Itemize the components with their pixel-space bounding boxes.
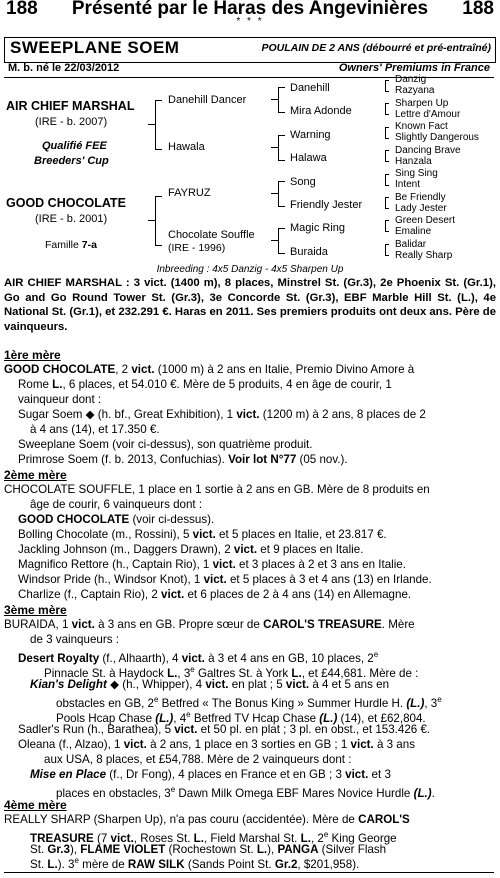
bracket-g2-4-stem xyxy=(271,240,278,241)
dam2-line-8: Charlize (f., Captain Rio), 2 vict. et 6 places de 2 à 4 ans (14) en Allemagne. xyxy=(18,588,412,601)
section-fourth-dam: 4ème mère xyxy=(4,798,67,812)
g3-magic-ring: Magic Ring xyxy=(290,222,346,234)
horse-name: SWEEPLANE SOEM xyxy=(10,38,180,57)
dam2-line-1: CHOCOLATE SOUFFLE, 1 place en 1 sortie à 2 ans en GB. Mère de 8 produits en xyxy=(4,483,430,496)
bracket-g1-dam xyxy=(155,196,162,246)
dam1-line-2: Rome L., 6 places, et 54.010 €. Mère de 5 produits, 4 en âge de courir, 1 xyxy=(18,378,392,391)
dam3-line-8: Sadler's Run (h., Barathea), 5 vict. et 50 pl. en plat ; 3 pl. en obst., et 153.426 €. xyxy=(18,723,431,736)
bracket-g2-4 xyxy=(278,228,285,254)
dam2-line-5: Jackling Johnson (m., Daggers Drawn), 2 vict. et 9 places en Italie. xyxy=(18,543,364,556)
dam3-line-2: de 3 vainqueurs : xyxy=(30,633,119,646)
dam3-line-4: Pinnacle St. à Haydock L., 3e Galtres St. à York L., et £44,681. Mère de : xyxy=(44,665,419,680)
g2-hawala: Hawala xyxy=(168,141,205,153)
g4-11: Be Friendly xyxy=(395,192,446,203)
bracket-g1-dam-stem xyxy=(148,220,155,221)
section-third-dam: 3ème mère xyxy=(4,603,67,617)
g3-buraida: Buraida xyxy=(290,246,328,258)
dam1-line-6: Sweeplane Soem (voir ci-dessus), son quatrième produit. xyxy=(18,438,313,451)
g4-16: Really Sharp xyxy=(395,250,453,261)
sire-note-2: Breeders' Cup xyxy=(34,155,109,167)
g3-mira-adonde: Mira Adonde xyxy=(290,105,352,117)
g2-chocolate-souffle-info: (IRE - 1996) xyxy=(168,242,226,254)
g4-7: Dancing Brave xyxy=(395,145,461,156)
page-title: Présenté par le Haras des Angevinières xyxy=(71,0,429,19)
g4-5: Known Fact xyxy=(395,121,448,132)
bracket-g2-1-stem xyxy=(271,99,278,100)
bracket-g2-3-stem xyxy=(271,193,278,194)
brace-g3-6 xyxy=(385,197,389,209)
g3-halawa: Halawa xyxy=(290,152,327,164)
dam3-line-12: places en obstacles, 3e Dawn Milk Omega EBF Mares Novice Hurdle (L.). xyxy=(56,785,435,800)
g2-chocolate-souffle: Chocolate Souffle xyxy=(168,229,255,241)
brace-g3-4 xyxy=(385,150,389,162)
dam3-line-7: Pools Hcap Chase (L.), 4e Betfred TV Hcap Chase (L.) (14), et £62,804. xyxy=(56,710,426,725)
inbreeding-note: Inbreeding : 4x5 Danzig - 4x5 Sharpen Up xyxy=(156,264,344,275)
page-number-left: 188 xyxy=(6,0,38,19)
dam2-line-7: Windsor Pride (h., Windsor Knot), 1 vict. et 5 places à 3 et 4 ans (13) en Irlande. xyxy=(18,573,432,586)
bracket-g1-sire-stem xyxy=(148,124,155,125)
horse-birth: M. b. né le 22/03/2012 xyxy=(8,62,120,74)
dam3-line-10: aux USA, 8 places, et £54,788. Mère de 2 vainqueurs dont : xyxy=(44,753,352,766)
dam4-line-4: St. L.). 3e mère de RAW SILK (Sands Point St. Gr.2, $201,958). xyxy=(30,856,360,871)
dam3-line-3: Desert Royalty (f., Alhaarth), 4 vict. à 3 et 4 ans en GB, 10 places, 2e xyxy=(18,650,379,665)
g4-12: Lady Jester xyxy=(395,203,447,214)
sire-name: AIR CHIEF MARSHAL xyxy=(6,99,135,113)
brace-g3-5 xyxy=(385,174,389,186)
bracket-g1-sire xyxy=(155,100,162,150)
dam2-line-2: âge de courir, 6 vainqueurs dont : xyxy=(30,498,203,511)
dam1-line-7: Primrose Soem (f. b. 2013, Confuchias). Voir lot N°77 (05 nov.). xyxy=(18,453,348,466)
bracket-g2-1 xyxy=(278,87,285,113)
dam1-line-1: GOOD CHOCOLATE, 2 vict. (1000 m) à 2 ans en Italie, Premio Divino Amore à xyxy=(4,363,415,376)
dam2-line-6: Magnifico Rettore (h., Captain Rio), 1 vict. et 3 places à 2 et 3 ans en Italie. xyxy=(18,558,406,571)
brace-g3-7 xyxy=(385,220,389,232)
g4-4: Lettre d'Amour xyxy=(395,109,461,120)
page-header xyxy=(0,0,500,30)
page-footer xyxy=(0,856,500,876)
dam1-line-3: vainqueur dont : xyxy=(18,393,102,406)
g4-3: Sharpen Up xyxy=(395,98,449,109)
g4-2: Razyana xyxy=(395,85,435,96)
g4-14: Emaline xyxy=(395,226,432,237)
brace-g3-1 xyxy=(385,80,389,92)
dam3-line-1: BURAIDA, 1 vict. à 3 ans en GB. Propre sœur de CAROL'S TREASURE. Mère xyxy=(4,618,415,631)
g4-9: Sing Sing xyxy=(395,168,438,179)
g2-fayruz: FAYRUZ xyxy=(168,187,211,199)
dam4-line-2: TREASURE (7 vict., Roses St. L., Field Marshal St. L., 2e King George xyxy=(30,830,397,845)
g4-10: Intent xyxy=(395,179,421,190)
bracket-g2-3 xyxy=(278,181,285,207)
dam3-line-9: Oleana (f., Alzao), 1 vict. à 2 ans, 1 place en 3 sorties en GB ; 1 vict. à 3 ans xyxy=(18,738,416,751)
bracket-g2-2 xyxy=(278,135,285,161)
footer-divider xyxy=(4,872,494,873)
g4-6: Slightly Dangerous xyxy=(395,132,479,143)
dam1-line-4: Sugar Soem ◆ (h. bf., Great Exhibition), 1 vict. (1200 m) à 2 ans, 8 places de 2 xyxy=(18,408,426,421)
section-second-dam: 2ème mère xyxy=(4,468,67,482)
brace-g3-3 xyxy=(385,127,389,139)
dam-family: Famille 7-a xyxy=(45,239,97,251)
horse-type: POULAIN DE 2 ANS (débourré et pré-entraîné) xyxy=(261,42,491,54)
horse-title-box xyxy=(4,37,496,63)
sire-summary: AIR CHIEF MARSHAL : 3 vict. (1400 m), 8 places, Minstrel St. (Gr.3), 2e Phoenix St. (Gr.1), Go and Go Round Tower St. (Gr.3), 3e Concorde St. (Gr.3), EBF Marble Hill St. (L.), 4e National St. (Gr.1), et 232.291 €. Haras en 2011. Ses premiers produits ont deux ans. Père de vainqueurs. xyxy=(4,277,496,333)
g3-song: Song xyxy=(290,176,316,188)
dam-name: GOOD CHOCOLATE xyxy=(6,196,126,210)
g4-8: Hanzala xyxy=(395,156,432,167)
horse-premiums: Owners' Premiums in France xyxy=(338,62,490,74)
dam3-line-5: Kian's Delight ◆ (h., Whipper), 4 vict. en plat ; 5 vict. à 4 et 5 ans en xyxy=(30,678,390,691)
dam4-line-3: St. Gr.3), FLAME VIOLET (Rochestown St. L.), PANGA (Silver Flash xyxy=(30,843,387,856)
bracket-g2-2-stem xyxy=(271,147,278,148)
dam2-line-4: Bolling Chocolate (m., Rossini), 5 vict. et 5 places en Italie, et 23.817 €. xyxy=(18,528,387,541)
header-stars: * * * xyxy=(236,16,264,27)
dam1-line-5: à 4 ans (14), et 17.350 €. xyxy=(30,423,160,436)
brace-g3-2 xyxy=(385,103,389,115)
g4-1: Danzig xyxy=(395,74,427,85)
sire-info: (IRE - b. 2007) xyxy=(35,116,108,128)
dam3-line-6: obstacles en GB, 2e Betfred « The Bonus King » Summer Hurdle H. (L.), 3e xyxy=(56,695,442,710)
g4-15: Balidar xyxy=(395,239,427,250)
dam3-line-11: Mise en Place (f., Dr Fong), 4 places en France et en GB ; 3 vict. et 3 xyxy=(30,768,391,781)
g3-warning: Warning xyxy=(290,129,331,141)
dam4-line-1: REALLY SHARP (Sharpen Up), n'a pas couru (accidentée). Mère de CAROL'S xyxy=(4,813,410,826)
g3-friendly-jester: Friendly Jester xyxy=(290,199,363,211)
brace-g3-8 xyxy=(385,244,389,256)
dam-info: (IRE - b. 2001) xyxy=(35,213,108,225)
dam2-line-3: GOOD CHOCOLATE (voir ci-dessus). xyxy=(18,513,215,526)
sire-note-1: Qualifié FEE xyxy=(42,140,107,152)
g3-danehill: Danehill xyxy=(290,82,330,94)
page-number-right: 188 xyxy=(462,0,494,19)
section-first-dam: 1ère mère xyxy=(4,348,61,362)
g4-13: Green Desert xyxy=(395,215,456,226)
g2-danehill-dancer: Danehill Dancer xyxy=(168,94,247,106)
